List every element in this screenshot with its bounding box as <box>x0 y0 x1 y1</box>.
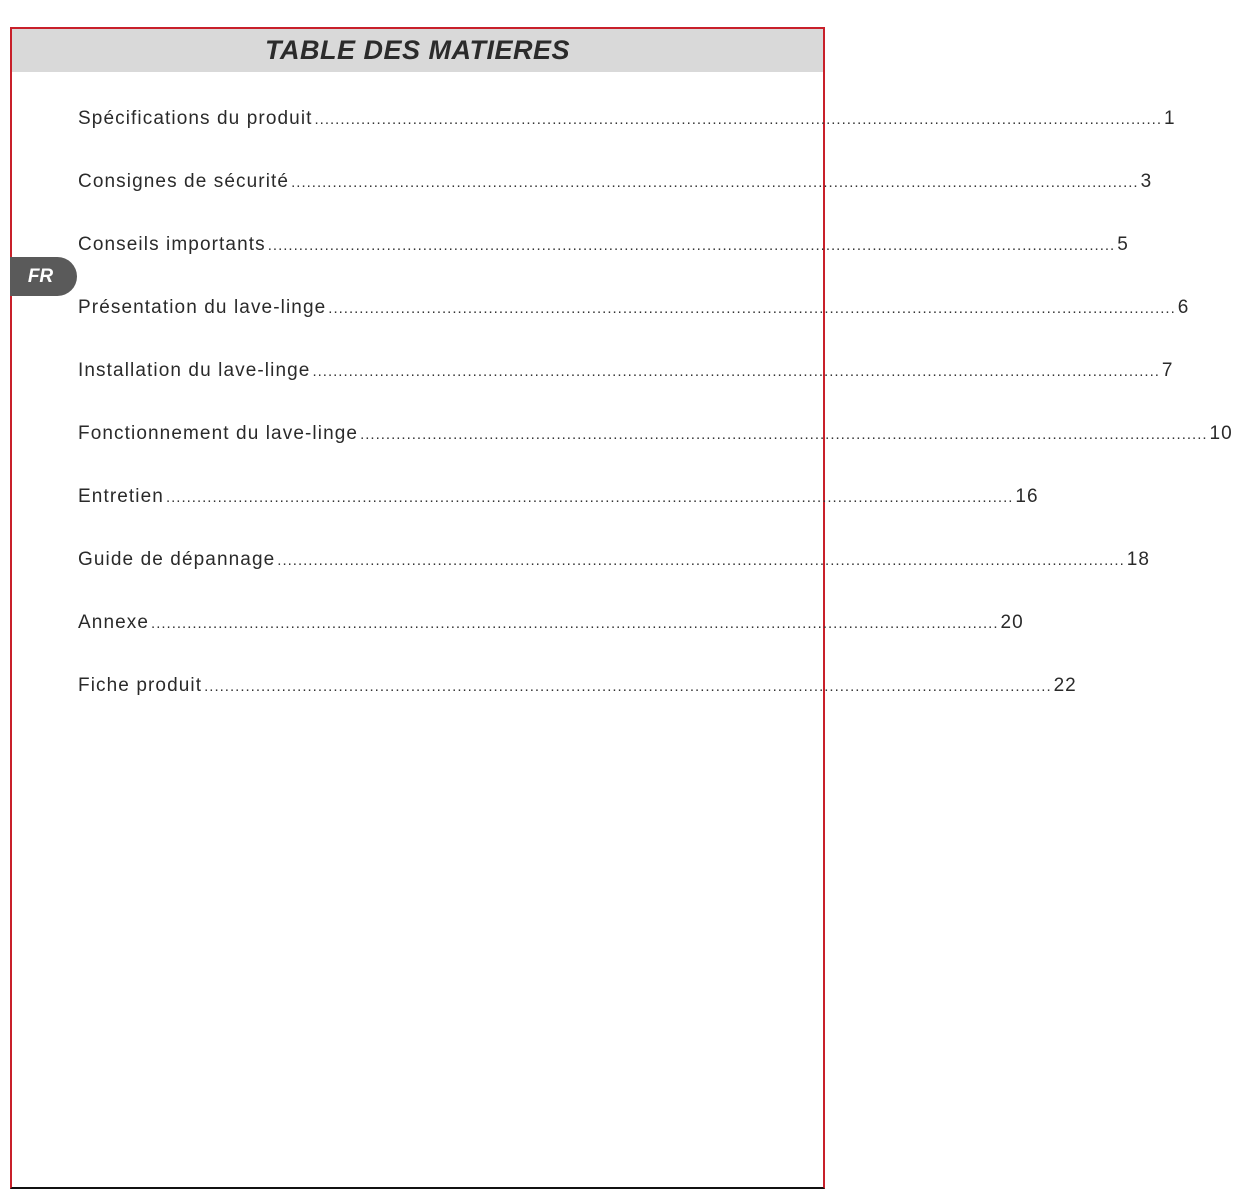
toc-entry-page: 20 <box>1000 612 1024 633</box>
table-of-contents <box>78 108 1233 738</box>
toc-dot-leader: .................................................................................................................................................................... <box>312 363 1160 380</box>
toc-entry[interactable] <box>78 234 1129 297</box>
toc-entry-page: 10 <box>1209 423 1233 444</box>
title-bar <box>12 29 823 72</box>
toc-entry[interactable] <box>78 612 1024 675</box>
toc-entry[interactable] <box>78 549 1150 612</box>
toc-entry[interactable] <box>78 423 1233 486</box>
toc-entry[interactable] <box>78 171 1153 234</box>
toc-entry-page: 16 <box>1015 486 1039 507</box>
toc-entry[interactable] <box>78 108 1176 171</box>
toc-dot-leader: .................................................................................................................................................................... <box>267 237 1116 254</box>
language-tab-label: FR <box>27 265 54 287</box>
toc-dot-leader: .................................................................................................................................................................... <box>360 426 1208 443</box>
toc-dot-leader: .................................................................................................................................................................... <box>204 678 1052 695</box>
toc-entry-page: 18 <box>1126 549 1150 570</box>
toc-dot-leader: .................................................................................................................................................................... <box>165 489 1014 506</box>
toc-entry-label: Fonctionnement du lave-linge <box>78 423 359 444</box>
toc-entry-label: Fiche produit <box>78 675 203 696</box>
toc-dot-leader: .................................................................................................................................................................... <box>291 174 1139 191</box>
toc-dot-leader: .................................................................................................................................................................... <box>328 300 1176 317</box>
toc-entry-label: Annexe <box>78 612 150 633</box>
toc-entry-page: 5 <box>1117 234 1129 255</box>
toc-entry[interactable] <box>78 486 1039 549</box>
toc-entry-label: Installation du lave-linge <box>78 360 311 381</box>
toc-entry-label: Spécifications du produit <box>78 108 313 129</box>
toc-entry-page: 6 <box>1177 297 1190 318</box>
toc-entry-label: Présentation du lave-linge <box>78 297 327 318</box>
toc-entry-page: 1 <box>1163 108 1176 129</box>
toc-entry[interactable] <box>78 297 1190 360</box>
toc-entry-label: Entretien <box>78 486 164 507</box>
toc-dot-leader: .................................................................................................................................................................... <box>277 552 1125 569</box>
toc-entry-page: 3 <box>1140 171 1153 192</box>
toc-entry[interactable] <box>78 360 1174 423</box>
toc-entry[interactable] <box>78 675 1077 738</box>
toc-entry-label: Guide de dépannage <box>78 549 276 570</box>
toc-dot-leader: .................................................................................................................................................................... <box>151 615 999 632</box>
toc-entry-label: Conseils importants <box>78 234 266 255</box>
toc-entry-page: 7 <box>1161 360 1174 381</box>
language-tab[interactable] <box>10 257 77 296</box>
toc-entry-page: 22 <box>1053 675 1077 696</box>
page-title: TABLE DES MATIERES <box>264 35 570 65</box>
toc-entry-label: Consignes de sécurité <box>78 171 290 192</box>
toc-dot-leader: .................................................................................................................................................................... <box>314 111 1162 128</box>
